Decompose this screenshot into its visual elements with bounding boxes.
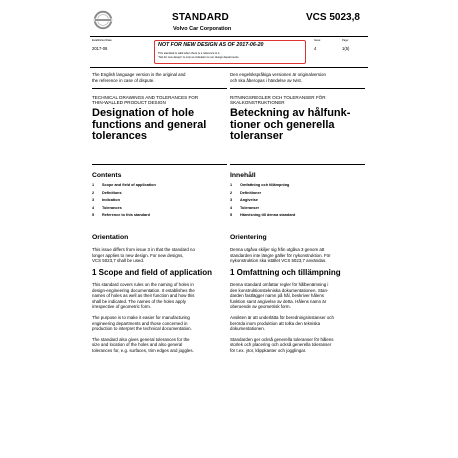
issue-value: 4 — [314, 46, 317, 51]
divider-left — [92, 88, 227, 89]
contents-rule-right — [230, 164, 365, 165]
validity-note: This standard is valid when there is a reference to it. — [158, 52, 221, 55]
section-1-heading: 1 Scope and field of application — [92, 268, 213, 277]
toc-list — [92, 183, 227, 221]
orientering-heading: Orientering — [230, 234, 267, 241]
contents-rule-left — [92, 164, 227, 165]
not-for-new-design-warning: NOT FOR NEW DESIGN AS OF 2017-06-20 — [158, 42, 264, 48]
toc-item[interactable]: 3 Indication — [92, 198, 120, 203]
toc-item-sv[interactable]: 2 Definitioner — [230, 190, 262, 195]
toc-item-sv[interactable]: 1 Omfattning och tillämpning — [230, 183, 290, 187]
section-1-paragraph-1: This standard covers rules on the naming of holes in design-engineering documentation. It establishes the names of holes as well as their function and how this shall be indicated. The names of the holes apply irrespective of geometric form. — [92, 282, 195, 310]
left-subheading: TECHNICAL DRAWINGS AND TOLERANCES FOR THIN-WALLED PRODUCT DESIGN — [92, 95, 199, 106]
meta-rule — [90, 67, 368, 68]
standard-title: STANDARD — [172, 12, 229, 23]
section-1-paragraph-2: The purpose is to make it easier for manufacturing engineering departments and those concerned in production to interpret the technical documentation. — [92, 314, 192, 332]
page-label: Page: — [342, 39, 349, 42]
toc-item-sv[interactable]: 5 Hänvisning till denna standard — [230, 213, 296, 218]
left-contents — [92, 172, 227, 221]
left-title: Designation of hole functions and general tolerances — [92, 107, 207, 143]
toc-item-sv[interactable]: 4 Toleranser — [230, 205, 260, 210]
section-1-paragraph-2-sv: Avsikten är att underlätta för beredningsinstanser och berörda inom produktion att tolka den tekniska dokumentationen. — [230, 314, 334, 332]
issue-label: Issue: — [314, 39, 321, 42]
orientering-text: Denna utgåva skiljer sig från utgåva 3 genom att standarden inte längre gäller för nykonstruktion. För nykonstruktion ska istället VCS 5023,7 användas. — [230, 247, 331, 264]
toc-item-sv[interactable]: 3 Angivelse — [230, 198, 258, 203]
contents-heading: Contents — [92, 172, 122, 179]
toc-item[interactable]: 1 Scope and field of application — [92, 183, 156, 187]
right-column-head — [230, 95, 365, 143]
language-note-en: The English language version is the original and the reference in case of dispute. — [92, 72, 186, 83]
orientation-heading: Orientation — [92, 234, 129, 241]
orientation-text: This issue differs from issue 3 in that the standard no longer applies to new design. For new designs, VCS 5023,7 shall be used. — [92, 247, 195, 264]
divider-right — [230, 88, 365, 89]
company-name: Volvo Car Corporation — [173, 26, 232, 32]
left-column-head — [92, 95, 227, 143]
page-value: 1(5) — [342, 46, 350, 51]
right-contents — [230, 172, 365, 221]
right-title: Beteckning av hålfunk- tioner och generella toleranser — [230, 107, 351, 143]
section-1-paragraph-3-sv: Standarden ger också generella toleranser för hålens storlek och placering och också generella toleranser för t.ex. ytor, klippkanter och jogglingar. — [230, 336, 334, 353]
not-for-new-design-box — [154, 40, 306, 64]
right-section-1 — [230, 268, 365, 354]
left-section-1 — [92, 268, 227, 354]
section-1-paragraph-3: The standard also gives general tolerances for the size and location of the holes and also general tolerances for, e.g. surfaces, trim edges and joggles. — [92, 336, 194, 353]
language-note-sv: Den engelskspråkiga versionen är originalversion och ska åberopas i händelse av tvist. — [230, 72, 326, 83]
section-1-heading-sv: 1 Omfattning och tillämpning — [230, 268, 341, 277]
established-value: 2017-06 — [92, 46, 108, 51]
toc-item[interactable]: 2 Definitions — [92, 190, 122, 195]
toc-list-sv — [230, 183, 365, 221]
innehall-heading: Innehåll — [230, 172, 256, 179]
standard-number: VCS 5023,8 — [306, 12, 360, 23]
design-note: "Not for new design" is only an indication to our design departments. — [158, 56, 240, 59]
metadata-row — [91, 37, 366, 67]
right-subheading: RITNINGSREGLER OCH TOLERANSER FÖR SKALKONSTRUKTIONER — [230, 95, 326, 106]
section-1-paragraph-1-sv: Denna standard omfattar regler för hålbenämning i den konstruktionstekniska dokumentationen. Stan- darden fastlägger namn på hål, beskriver hålens funktion samt angivelse av detta. Hålens namn är oberoende av geometrisk form. — [230, 282, 329, 310]
established-label: Established Date: — [92, 39, 113, 42]
volvo-logo — [93, 10, 113, 30]
left-orientation — [92, 234, 227, 264]
toc-item[interactable]: 5 Reference to this standard — [92, 213, 150, 218]
toc-item[interactable]: 4 Tolerances — [92, 205, 122, 210]
right-orientation — [230, 234, 365, 264]
